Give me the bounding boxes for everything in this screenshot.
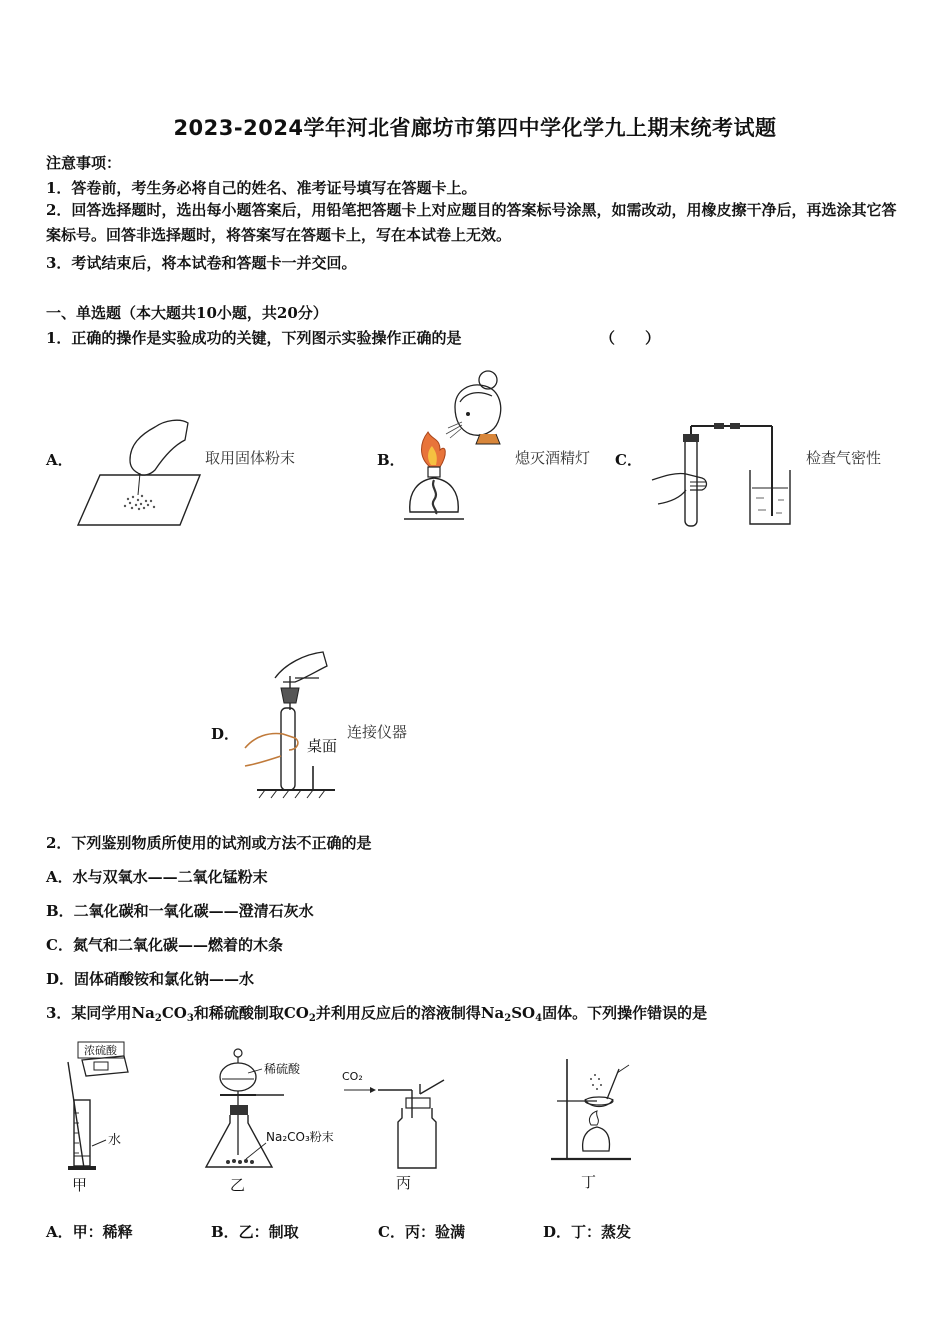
- q3-option-b: B．乙：制取: [211, 1223, 299, 1241]
- section-heading: 一、单选题（本大题共10小题，共20分）: [46, 304, 328, 322]
- figure-jia-dilution: [58, 1038, 158, 1198]
- page-title: 2023-2024学年河北省廊坊市第四中学化学九上期末统考试题: [173, 116, 777, 140]
- figure-b-alcohol-lamp: [400, 362, 510, 527]
- svg-text:水: 水: [108, 1133, 122, 1148]
- q2-option-d: D．固体硝酸铵和氯化钠——水: [46, 970, 255, 988]
- q2-option-b: B．二氧化碳和一氧化碳——澄清石灰水: [46, 902, 314, 920]
- q1-option-b-label: B．: [377, 451, 405, 469]
- q1-stem: 1．正确的操作是实验成功的关键，下列图示实验操作正确的是: [46, 329, 462, 347]
- figure-c-airtightness: [650, 418, 800, 528]
- q3-stem: 3．某同学用$Na_2CO_3$和稀硫酸制取$CO_2$并利用反应后的溶液制得$Na_2SO_4$固体。下列操作错误的是: [46, 1004, 708, 1024]
- figure-yi-generation: [200, 1045, 350, 1200]
- figure-bing-test-full: [340, 1060, 450, 1195]
- q1-option-c-label: C．: [615, 451, 642, 469]
- figure-d-connect-apparatus: [235, 648, 345, 800]
- svg-text:CO₂: CO₂: [342, 1070, 363, 1083]
- notice-heading: 注意事项：: [46, 154, 122, 172]
- q1-option-a-label: A．: [46, 451, 73, 469]
- figure-ding-evaporation: [545, 1055, 640, 1198]
- q2-stem: 2．下列鉴别物质所使用的试剂或方法不正确的是: [46, 834, 372, 852]
- q3-option-a: A．甲：稀释: [46, 1223, 133, 1241]
- figure-ding-label: 丁: [581, 1173, 597, 1191]
- svg-text:浓硫酸: 浓硫酸: [84, 1044, 117, 1057]
- q1-option-c-caption: 检查气密性: [806, 449, 882, 467]
- q1-option-d-caption: 连接仪器: [347, 723, 408, 741]
- notice-item-1: 1．答卷前，考生务必将自己的姓名、准考证号填写在答题卡上。: [46, 179, 477, 197]
- figure-a-powder: [70, 415, 205, 530]
- q1-option-a-caption: 取用固体粉末: [205, 449, 296, 467]
- q3-option-d: D．丁：蒸发: [543, 1223, 632, 1241]
- notice-item-2: 2．回答选择题时，选出每小题答案后，用铅笔把答题卡上对应题目的答案标号涂黑，如需改动，用橡皮擦干净后，再选涂其它答案标号。回答非选择题时，将答案写在答题卡上，写在本试卷上无效。: [46, 201, 897, 244]
- q1-option-d-label: D．: [211, 725, 240, 743]
- notice-item-3: 3．考试结束后，将本试卷和答题卡一并交回。: [46, 254, 357, 272]
- q2-option-c: C．氮气和二氧化碳——燃着的木条: [46, 936, 283, 954]
- figure-jia-label: 甲: [72, 1176, 88, 1194]
- svg-text:稀硫酸: 稀硫酸: [264, 1062, 301, 1076]
- q1-answer-bracket: （ ）: [600, 329, 661, 347]
- q3-option-c: C．丙：验满: [378, 1223, 465, 1241]
- figure-d-desk-label: 桌面: [307, 737, 338, 755]
- q2-option-a: A．水与双氧水——二氧化锰粉末: [46, 868, 268, 886]
- figure-bing-label: 丙: [396, 1174, 412, 1192]
- q1-option-b-caption: 熄灭酒精灯: [515, 449, 591, 467]
- figure-yi-label: 乙: [230, 1176, 246, 1194]
- svg-text:Na₂CO₃粉末: Na₂CO₃粉末: [266, 1130, 334, 1144]
